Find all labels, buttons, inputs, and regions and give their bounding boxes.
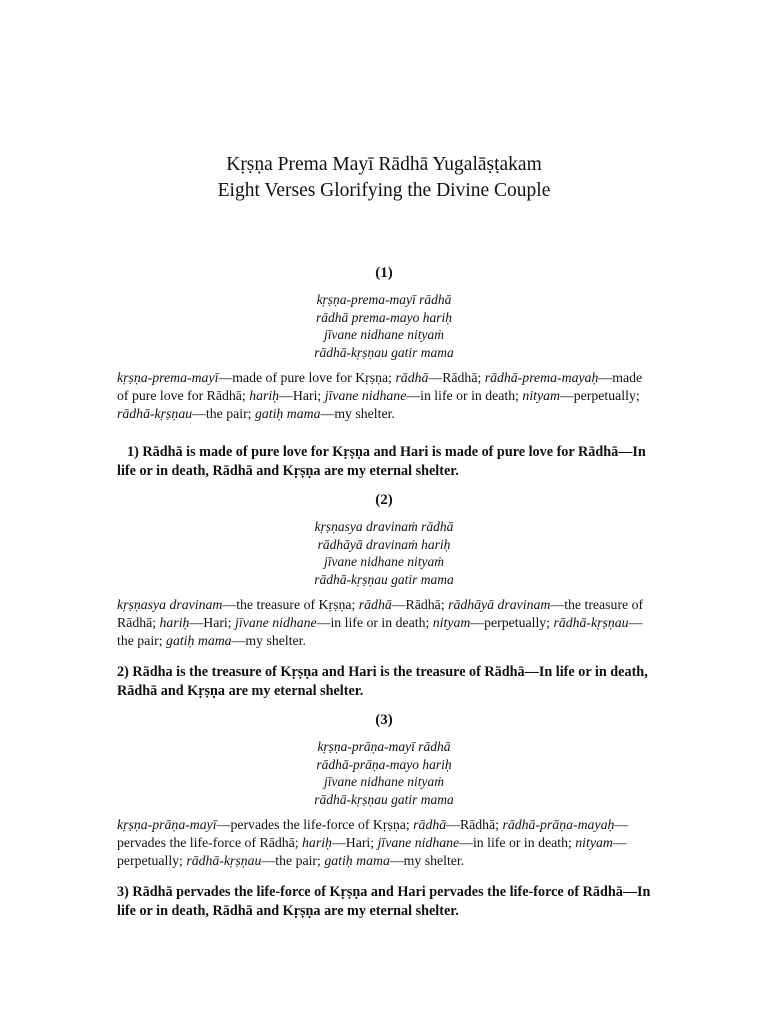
verse-number: (3) <box>375 712 393 728</box>
synonym-meaning: —the treasure of Rādhā; <box>117 597 644 630</box>
sanskrit-line: rādhā-prāṇa-mayo hariḥ <box>316 756 452 772</box>
synonym-meaning: —made of pure love for Kṛṣṇa; <box>218 370 396 385</box>
verse-translation: 2) Rādha is the treasure of Kṛṣṇa and Hari is the treasure of Rādhā—In life or in death, Rādhā and Kṛṣṇa are my eternal shelter. <box>117 664 648 699</box>
synonym-meaning: —Hari; <box>279 388 325 403</box>
verse-3 <box>117 711 651 920</box>
verse-number: (2) <box>375 492 393 508</box>
synonym-word: rādhā-kṛṣṇau <box>186 853 262 868</box>
title-line-2: Eight Verses Glorifying the Divine Couple <box>217 180 551 201</box>
synonym-meaning: —in life or in death; <box>316 615 433 630</box>
sanskrit-line: kṛṣṇasya dravinaṁ rādhā <box>314 519 454 534</box>
sanskrit-line: jīvane nidhane nityaṁ <box>324 327 444 342</box>
synonym-meaning: —Hari; <box>331 835 378 850</box>
synonym-meaning: —perpetually; <box>470 615 554 630</box>
synonym-word: nityam <box>575 835 613 850</box>
synonym-word: kṛṣṇa-prāṇa-mayī <box>117 817 217 832</box>
synonym-meaning: —the pair; <box>261 853 325 868</box>
sanskrit-line: rādhā-kṛṣṇau gatir mama <box>314 791 454 807</box>
word-for-word-synonyms <box>117 369 651 423</box>
synonym-meaning: —the pair; <box>192 406 255 421</box>
sanskrit-line: rādhā-kṛṣṇau gatir mama <box>314 571 454 587</box>
synonym-meaning: —the pair; <box>117 615 643 648</box>
synonym-word: hariḥ <box>159 615 190 630</box>
synonym-word: rādhā <box>358 597 392 612</box>
verse-translation: 3) Rādhā pervades the life-force of Kṛṣṇa and Hari pervades the life-force of Rādhā—In life or in death, Rādhā and Kṛṣṇa are my eternal shelter. <box>117 884 651 919</box>
synonym-meaning: —Rādhā; <box>428 370 485 385</box>
synonym-meaning: —in life or in death; <box>459 835 576 850</box>
sanskrit-verse <box>117 518 651 588</box>
synonym-word: nityam <box>432 615 471 630</box>
synonym-meaning: —the treasure of Kṛṣṇa; <box>222 597 359 612</box>
synonym-meaning: —in life or in death; <box>406 388 523 403</box>
sanskrit-line: rādhāyā dravinaṁ hariḥ <box>317 536 451 552</box>
verse-2 <box>117 491 651 700</box>
document-title <box>0 152 768 204</box>
synonym-word: nityam <box>522 388 560 403</box>
sanskrit-line: rādhā prema-mayo hariḥ <box>316 309 452 325</box>
synonym-meaning: —Rādhā; <box>446 817 503 832</box>
title-line-1: Kṛṣṇa Prema Mayī Rādhā Yugalāṣṭakam <box>226 154 542 175</box>
verse-1 <box>117 264 651 480</box>
synonym-meaning: —Hari; <box>189 615 236 630</box>
synonym-word: rādhā-prema-mayaḥ <box>484 370 599 385</box>
sanskrit-line: jīvane nidhane nityaṁ <box>324 554 444 569</box>
synonym-word: gatiḥ mama <box>324 853 390 868</box>
word-for-word-synonyms <box>117 596 651 650</box>
synonym-word: kṛṣṇa-prema-mayī <box>117 370 219 385</box>
synonym-word: rādhā-kṛṣṇau <box>117 406 193 421</box>
synonym-meaning: —perpetually; <box>117 835 627 868</box>
verse-translation: 1) Rādhā is made of pure love for Kṛṣṇa and Hari is made of pure love for Rādhā—In life or in death, Rādhā and Kṛṣṇa are my eternal shelter. <box>117 444 646 479</box>
sanskrit-line: jīvane nidhane nityaṁ <box>324 774 444 789</box>
synonym-meaning: —Rādhā; <box>391 597 449 612</box>
synonym-word: gatiḥ mama <box>254 406 321 421</box>
sanskrit-verse <box>117 291 651 361</box>
synonym-word: jīvane nidhane <box>377 835 460 850</box>
synonym-meaning: —perpetually; <box>559 388 640 403</box>
synonym-meaning: —pervades the life-force of Kṛṣṇa; <box>216 817 414 832</box>
sanskrit-line: kṛṣṇa-prāṇa-mayī rādhā <box>317 739 451 754</box>
sanskrit-line: rādhā-kṛṣṇau gatir mama <box>314 344 454 360</box>
synonym-word: hariḥ <box>302 835 332 850</box>
synonym-word: rādhā-kṛṣṇau <box>553 615 629 630</box>
synonym-word: rādhā <box>395 370 429 385</box>
synonym-word: jīvane nidhane <box>235 615 317 630</box>
synonym-word: rādhā <box>413 817 447 832</box>
verse-number: (1) <box>375 265 393 281</box>
word-for-word-synonyms <box>117 816 651 870</box>
synonym-word: kṛṣṇasya dravinam <box>117 597 223 612</box>
sanskrit-line: kṛṣṇa-prema-mayī rādhā <box>316 292 452 307</box>
synonym-meaning: —my shelter. <box>389 853 465 868</box>
synonym-word: rādhā-prāṇa-mayaḥ <box>502 817 615 832</box>
synonym-meaning: —my shelter. <box>231 633 306 648</box>
synonym-word: hariḥ <box>249 388 280 403</box>
synonym-meaning: —my shelter. <box>320 406 395 421</box>
synonym-word: jīvane nidhane <box>324 388 407 403</box>
synonym-meaning: —pervades the life-force of Rādhā; <box>117 817 629 850</box>
synonym-word: rādhāyā dravinam <box>448 597 551 612</box>
synonym-meaning: —made of pure love for Rādhā; <box>117 370 643 403</box>
sanskrit-verse <box>117 738 651 808</box>
synonym-word: gatiḥ mama <box>166 633 232 648</box>
